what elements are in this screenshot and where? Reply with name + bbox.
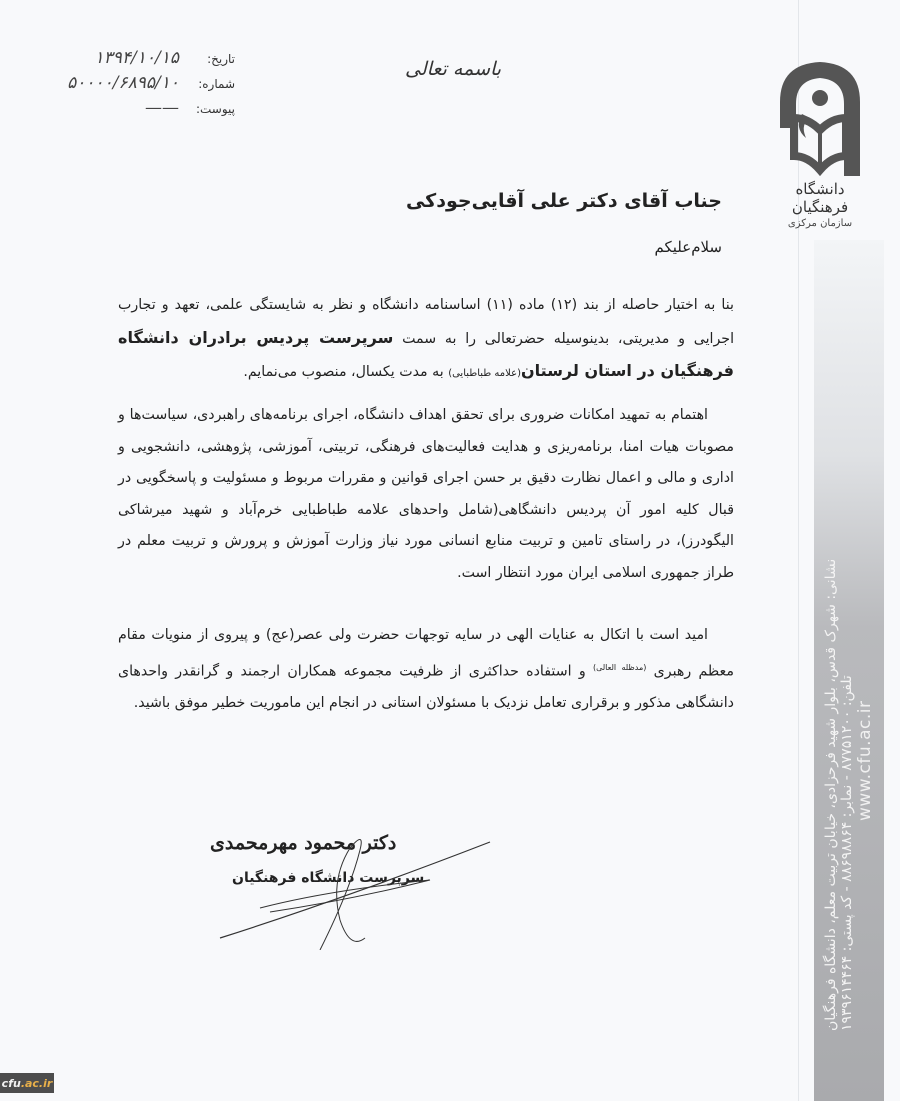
attachment-row bbox=[20, 98, 235, 123]
watermark-domain: cfu bbox=[1, 1076, 21, 1090]
campus-name: (علامه طباطبایی) bbox=[448, 368, 521, 379]
letter-meta bbox=[20, 48, 235, 123]
attachment-label: پیوست: bbox=[195, 102, 235, 116]
logo-subtitle: سازمان مرکزی bbox=[787, 218, 853, 229]
number-row bbox=[20, 73, 235, 98]
paragraph3-part2: و استفاده حداکثری از ظرفیت مجموعه همکاران ارجمند و گرانقدر واحدهای دانشگاهی مذکور و برقراری تعامل نزدیک با مسئولان استانی در انجام این ماموریت خطیر موفق باشید. bbox=[118, 663, 734, 711]
paragraph-duties: اهتمام به تمهید امکانات ضروری برای تحقق اهداف دانشگاه، اجرای برنامه‌های راهبردی، سیاست‌ها و مصوبات هیات امنا، برنامه‌ریزی و هدایت فعالیت‌های فرهنگی، تربیتی، آموزشی، پژوهشی، دانشجویی و اداری و مالی و اعمال نظارت دقیق بر حسن اجرای قوانین و مقررات مربوط و مسئولیت و پاسخگویی در قبال کلیه امور آن پردیس دانشگاهی(شامل واحدهای علامه طباطبایی خرم‌آباد و شهید میرشاکی الیگودرز)، در راستای تامین و تربیت منابع انسانی مورد نیاز وزارت آموزش و پرورش و تربیت معلم در طراز جمهوری اسلامی ایران مورد انتظار است. bbox=[118, 407, 734, 581]
address-line: نشانی: شهرک قدس، بلوار شهید فرحزادی، خیابان تربیت معلم، دانشگاه فرهنگیان bbox=[823, 558, 839, 1031]
number-value: ۵۰۰۰۰/۶۸۹۵/۱۰ bbox=[67, 73, 179, 93]
website-link[interactable]: www.cfu.ac.ir bbox=[855, 700, 875, 821]
contact-line: تلفن: ۸۷۷۵۱۲۰۰ - نمابر: ۸۸۶۹۸۸۶۴ - کد پستی: ۱۹۳۹۶۱۴۴۶۴ bbox=[839, 675, 855, 1031]
date-value: ۱۳۹۴/۱۰/۱۵ bbox=[94, 48, 179, 68]
number-label: شماره: bbox=[198, 77, 235, 91]
paragraph3-part1: امید است با اتکال به عنایات الهی در سایه توجهات حضرت ولی عصر(عج) و پیروی از منویات مقام معظم رهبری bbox=[118, 627, 735, 680]
attachment-value: —— bbox=[145, 98, 179, 118]
logo-university-name: دانشگاه فرهنگیان bbox=[791, 180, 849, 216]
paragraph-closing bbox=[118, 620, 734, 719]
greeting: سلام‌علیکم bbox=[654, 238, 722, 256]
paragraph1-part1: بنا به اختیار حاصله از بند (۱۲) ماده (۱۱) اساسنامه دانشگاه و نظر به شایستگی علمی، تعهد و تجارب اجرایی و مدیریتی، بدینوسیله حضرتعالی را به سمت bbox=[118, 297, 735, 347]
signer-title: سرپرست دانشگاه فرهنگیان bbox=[232, 870, 425, 886]
recipient-line: جناب آقای دکتر علی آقایی‌جودکی bbox=[405, 190, 722, 212]
university-logo bbox=[768, 58, 872, 238]
honorific-superscript: (مدظله العالی) bbox=[592, 662, 647, 672]
date-row bbox=[20, 48, 235, 73]
date-label: تاریخ: bbox=[207, 52, 235, 66]
logo-emblem-icon bbox=[772, 58, 868, 178]
side-address-text bbox=[814, 240, 884, 1101]
watermark-tld: .ac.ir bbox=[20, 1076, 53, 1090]
paragraph-appointment bbox=[118, 290, 734, 390]
site-watermark bbox=[0, 1073, 54, 1093]
paragraph1-part2: به مدت یکسال، منصوب می‌نمایم. bbox=[243, 364, 449, 380]
appointment-position: سرپرست پردیس برادران دانشگاه فرهنگیان در استان لرستان bbox=[118, 327, 734, 380]
basmala-heading: باسمه تعالی bbox=[405, 58, 502, 80]
signer-name: دکتر محمود مهرمحمدی bbox=[210, 832, 397, 854]
